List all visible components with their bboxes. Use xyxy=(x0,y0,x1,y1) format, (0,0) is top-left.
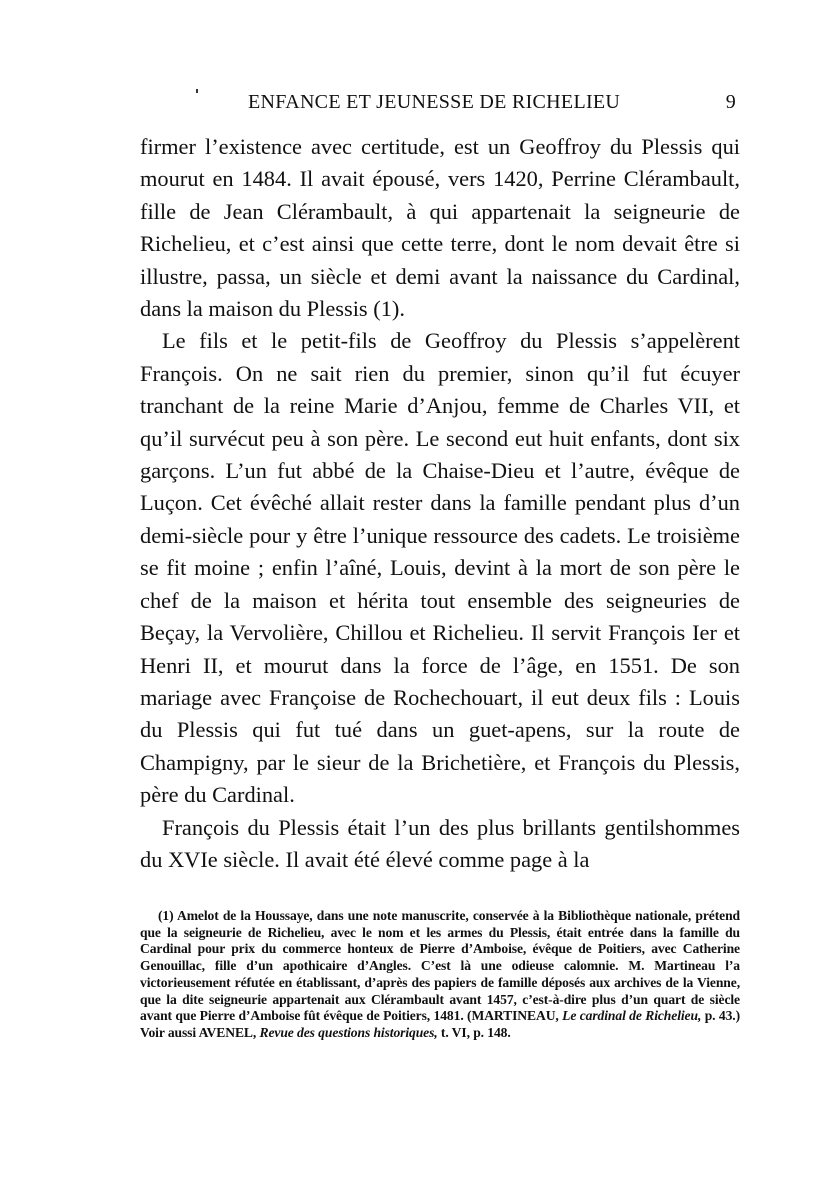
body-text xyxy=(140,131,740,876)
footnote-text-3: t. VI, p. 148. xyxy=(440,1024,511,1040)
footnote-text-1: (1) Amelot de la Houssaye, dans une note manuscrite, conservée à la Bibliothèque nationale, prétend que la seigneurie de Richelieu, avec le nom et les armes du Plessis, était entrée dans la famille du Cardinal pour prix du commerce honteux de Pierre d’Amboise, évêque de Poitiers, avec Catherine Genouillac, fille d’un apothicaire d’Angles. C’est là une odieuse calomnie. M. Martineau l’a victorieusement réfutée en établissant, d’après des papiers de famille déposés aux archives de la Vienne, que la dite seigneurie appartenait aux Clérambault avant 1457, c’est-à-dire plus d’un quart de siècle avant que Pierre d’Amboise fût évêque de Poitiers, 1481. (MARTINEAU, xyxy=(140,908,740,1024)
footnote-journal-title: Revue des questions historiques, xyxy=(259,1024,438,1040)
footnote xyxy=(140,908,740,1042)
running-title: ENFANCE ET JEUNESSE DE RICHELIEU xyxy=(248,91,621,113)
page-number: 9 xyxy=(725,91,736,113)
paragraph-francois-du-plessis: François du Plessis était l’un des plus brillants gentilshommes du XVIe siècle. Il avait été élevé comme page à la xyxy=(140,814,740,872)
footnote-paragraph xyxy=(140,908,740,1042)
paragraph-family-lineage: Le fils et le petit-fils de Geoffroy du Plessis s’appelèrent François. On ne sait rien du premier, sinon qu’il fut écuyer tranchant de la reine Marie d’Anjou, femme de Charles VII, et qu’il survécut peu à son père. Le second eut huit enfants, dont six garçons. L’un fut abbé de la Chaise-Dieu et l’autre, évêque de Luçon. Cet évêché allait rester dans la famille pendant plus d’un demi-siècle pour y être l’unique ressource des cadets. Le troisième se fit moine ; enfin l’aîné, Louis, devint à la mort de son père le chef de la maison et hérita tout ensemble des seigneuries de Beçay, la Vervolière, Chillou et Richelieu. Il servit François Ier et Henri II, et mourut dans la force de l’âge, en 1551. De son mariage avec Françoise de Rochechouart, il eut deux fils : Louis du Plessis qui fut tué dans un guet-apens, sur la route de Champigny, par le sieur de la Brichetière, et François du Plessis, père du Cardinal. xyxy=(140,328,740,808)
running-header xyxy=(140,91,740,121)
footnote-text-2: p. 43.) Voir aussi AVENEL, xyxy=(140,1008,741,1040)
paragraph-continuation: firmer l’existence avec certitude, est un Geoffroy du Plessis qui mourut en 1484. Il avait épousé, vers 1420, Perrine Clérambault, fille de Jean Clérambault, à qui appartenait la seigneurie de Richelieu, et c’est ainsi que cette terre, dont le nom devait être si illustre, passa, un siècle et demi avant la naissance du Cardinal, dans la maison du Plessis (1). xyxy=(140,134,740,322)
footnote-book-title: Le cardinal de Richelieu, xyxy=(562,1008,702,1024)
